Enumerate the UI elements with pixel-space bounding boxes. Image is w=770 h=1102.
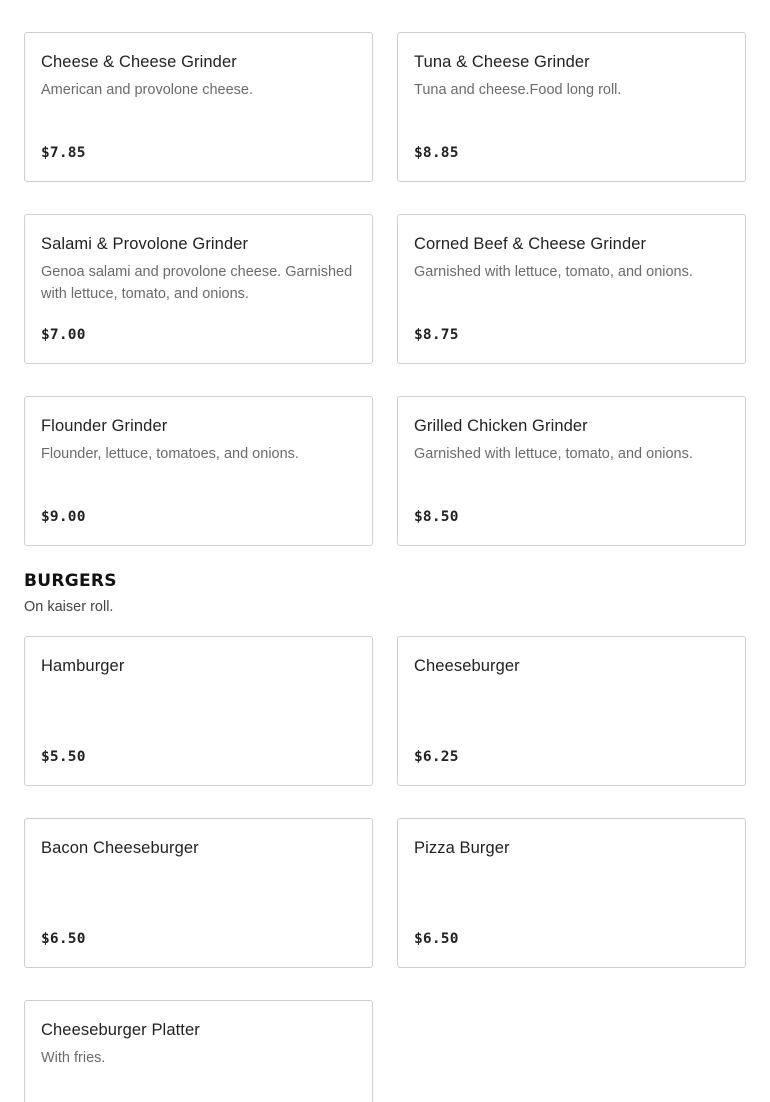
menu-item-card[interactable] <box>397 32 746 182</box>
menu-item-price: $6.50 <box>41 931 86 947</box>
menu-item-description: Garnished with lettuce, tomato, and onions. <box>414 446 693 462</box>
menu-item-name: Grilled Chicken Grinder <box>414 417 588 435</box>
menu-item-card[interactable] <box>24 636 373 786</box>
menu-item-description: American and provolone cheese. <box>41 82 253 98</box>
menu-item-name: Corned Beef & Cheese Grinder <box>414 235 647 253</box>
menu-item-card[interactable] <box>24 396 373 546</box>
menu-item-card[interactable] <box>24 214 373 364</box>
section-subtitle: On kaiser roll. <box>24 599 114 615</box>
menu-item-name: Hamburger <box>41 657 125 675</box>
menu-item-description: Garnished with lettuce, tomato, and onions. <box>414 264 693 280</box>
menu-item-description: Genoa salami and provolone cheese. Garnished with lettuce, tomato, and onions. <box>41 264 353 302</box>
menu-item-name: Tuna & Cheese Grinder <box>414 53 590 71</box>
menu-item-price: $6.50 <box>414 931 459 947</box>
menu-item-card[interactable] <box>397 396 746 546</box>
menu-item-card[interactable] <box>24 1000 373 1102</box>
menu-item-card[interactable] <box>397 818 746 968</box>
menu-item-description: With fries. <box>41 1050 106 1066</box>
menu-item-name: Cheese & Cheese Grinder <box>41 53 237 71</box>
menu-item-name: Cheeseburger Platter <box>41 1021 200 1039</box>
menu-item-price: $8.75 <box>414 327 459 343</box>
menu-item-card[interactable] <box>397 636 746 786</box>
menu-item-card[interactable] <box>397 214 746 364</box>
menu-item-price: $6.25 <box>414 749 459 765</box>
menu-item-price: $5.50 <box>41 749 86 765</box>
menu-item-card[interactable] <box>24 32 373 182</box>
menu-item-description: Tuna and cheese.Food long roll. <box>414 82 622 98</box>
menu-item-name: Cheeseburger <box>414 657 520 675</box>
menu-item-price: $9.00 <box>41 509 86 525</box>
section-title: BURGERS <box>24 571 117 591</box>
menu-item-price: $8.85 <box>414 145 459 161</box>
menu-item-name: Bacon Cheeseburger <box>41 839 199 857</box>
menu-item-name: Flounder Grinder <box>41 417 168 435</box>
menu-item-description: Flounder, lettuce, tomatoes, and onions. <box>41 446 299 462</box>
menu-item-card[interactable] <box>24 818 373 968</box>
menu-item-price: $7.85 <box>41 145 86 161</box>
menu-item-price: $8.50 <box>414 509 459 525</box>
menu-item-name: Pizza Burger <box>414 839 510 857</box>
menu-item-price: $7.00 <box>41 327 86 343</box>
menu-item-name: Salami & Provolone Grinder <box>41 235 249 253</box>
